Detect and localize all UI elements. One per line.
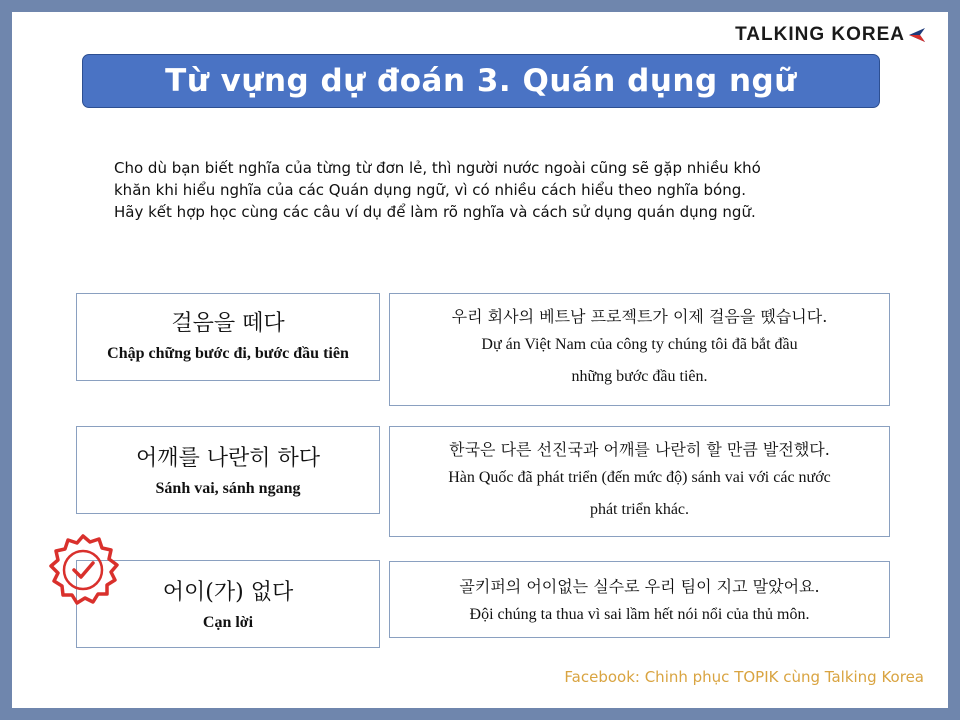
idiom-meaning: Chập chững bước đi, bước đầu tiên xyxy=(107,345,349,362)
check-seal-icon xyxy=(46,534,120,608)
footer-facebook-link: Facebook: Chinh phục TOPIK cùng Talking Korea xyxy=(564,668,924,686)
intro-line: Cho dù bạn biết nghĩa của từng từ đơn lẻ, thì người nước ngoài cũng sẽ gặp nhiều khó xyxy=(114,159,761,177)
example-vietnamese: phát triển khác. xyxy=(589,501,690,518)
page-title: Từ vựng dự đoán 3. Quán dụng ngữ xyxy=(165,63,797,99)
example-vietnamese: Đội chúng ta thua vì sai lầm hết nói nổi của thủ môn. xyxy=(469,606,810,623)
example-korean: 우리 회사의 베트남 프로젝트가 이제 걸음을 뗐습니다. xyxy=(451,307,828,326)
brand-logo xyxy=(735,24,926,46)
example-vietnamese: Dự án Việt Nam của công ty chúng tôi đã bắt đầu xyxy=(481,336,798,353)
idiom-term: 걸음을 떼다 xyxy=(171,311,285,336)
idiom-meaning: Sánh vai, sánh ngang xyxy=(155,480,301,497)
idiom-meaning: Cạn lời xyxy=(202,614,254,631)
idiom-term-box xyxy=(76,426,380,514)
idiom-term-box xyxy=(76,560,380,648)
title-banner xyxy=(82,54,880,108)
idiom-term: 어이(가) 없다 xyxy=(162,580,294,605)
slide xyxy=(12,12,948,708)
intro-line: khăn khi hiểu nghĩa của các Quán dụng ngữ, vì có nhiều cách hiểu theo nghĩa bóng. xyxy=(114,181,747,199)
example-korean: 한국은 다른 선진국과 어깨를 나란히 할 만큼 발전했다. xyxy=(449,440,830,459)
arrow-flag-icon xyxy=(908,26,926,44)
example-vietnamese: Hàn Quốc đã phát triển (đến mức độ) sánh vai với các nước xyxy=(448,469,831,486)
idiom-term: 어깨를 나란히 하다 xyxy=(135,446,320,471)
example-vietnamese: những bước đầu tiên. xyxy=(571,368,708,385)
example-box xyxy=(389,561,890,638)
intro-paragraph xyxy=(114,157,874,223)
brand-name: TALKING KOREA xyxy=(735,24,905,45)
intro-line: Hãy kết hợp học cùng các câu ví dụ để làm rõ nghĩa và cách sử dụng quán dụng ngữ. xyxy=(114,203,756,221)
example-box xyxy=(389,426,890,537)
example-korean: 골키퍼의 어이없는 실수로 우리 팀이 지고 말았어요. xyxy=(459,577,820,596)
example-box xyxy=(389,293,890,406)
idiom-term-box xyxy=(76,293,380,381)
